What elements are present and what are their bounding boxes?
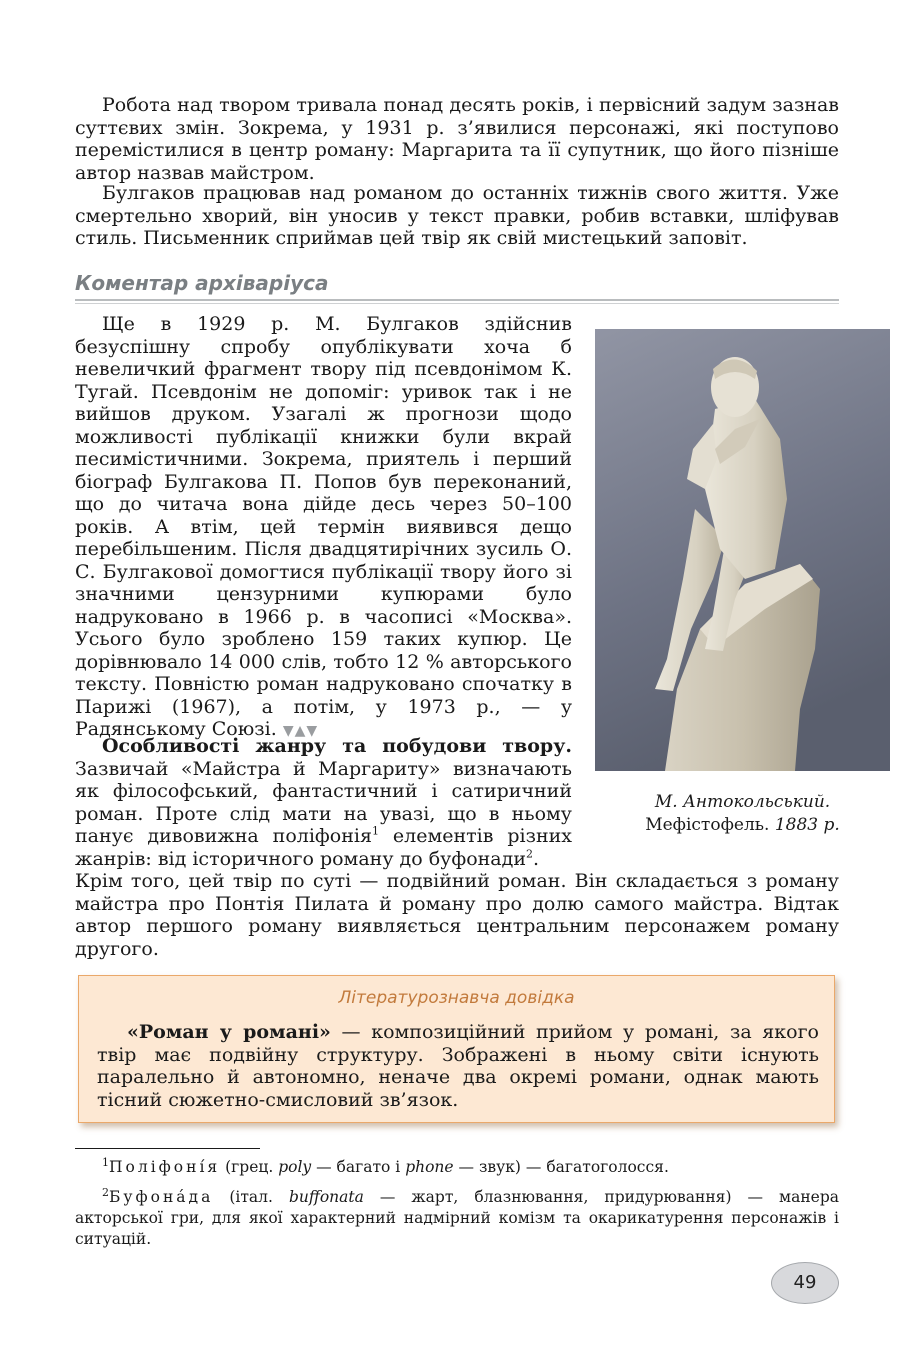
section-rule-thin xyxy=(75,303,839,304)
footnote-1 xyxy=(75,1157,839,1178)
end-marker-icon: ▼▲▼ xyxy=(282,723,319,739)
reference-box-title: Літературознавча довідка xyxy=(338,988,575,1008)
caption-title: Мефістофель. xyxy=(645,815,770,835)
footnote-1-number: 1 xyxy=(102,1155,109,1169)
footnote-2-word-buffonata: buffonata xyxy=(288,1188,364,1206)
genre-text-a: Зазвичай «Майстра й Маргариту» визначають як філософський, фантастичний і сатиричний роман. Проте слід мати на увазі, що в ньому панує дивовижна поліфонія xyxy=(75,757,572,847)
footnote-1-word-poly: poly xyxy=(278,1158,312,1176)
genre-continuation: Крім того, цей твір по суті — подвійний роман. Він складається з роману майстра про Понтія Пилата й роману про долю самого майстра. Відтак автор першого роману виявляється центральним персонажем роману другого. xyxy=(75,870,839,960)
caption-line xyxy=(595,814,890,837)
archivist-comment xyxy=(75,313,572,743)
caption-author: М. Антокольський. xyxy=(654,792,831,812)
footnote-1-text-a: (грец. xyxy=(220,1158,279,1176)
archivist-comment-text: Ще в 1929 р. М. Булгаков здійснив безуспішну спробу опублікувати хоча б невеличкий фрагмент твору під псевдонімом К. Тугай. Псевдонім не допоміг: уривок так і не вийшов друком. Узагалі ж прогнози щодо можливості публікації книжки були вкрай песимістичними. Зокрема, приятель і перший біограф Булгакова П. Попов був переконаний, що до читача вона дійде десь через 50–100 років. А втім, цей термін виявився дещо перебільшеним. Після двадцятирічних зусиль О. С. Булгакової домогтися публікації твору його зі значними цензурними купюрами було надруковано в 1966 р. в часописі «Москва». Усього було зроблено 159 таких купюр. Це дорівнювало 14 000 слів, тобто 12 % авторського тексту. Повністю роман надруковано спочатку в Парижі (1967), а потім, у 1973 р., — у Радянському Союзі. xyxy=(75,313,572,740)
paragraph-bulgakov-work: Булгаков працював над романом до останніх тижнів свого життя. Уже смертельно хворий, він уносив у текст правки, робив вставки, шліфував стиль. Письменник сприймав цей твір як свій мистецький заповіт. xyxy=(75,182,839,249)
genre-heading: Особливості жанру та побудови твору. xyxy=(102,735,572,757)
footnote-1-text-b: — багато і xyxy=(311,1158,406,1176)
reference-box-text xyxy=(97,1021,819,1111)
footnote-2-number: 2 xyxy=(102,1185,109,1199)
footnote-1-text-c: — звук) — багатоголосся. xyxy=(453,1158,669,1176)
reference-definition: — композиційний прийом у романі, за якого твір має подвійну структуру. Зображені в ньому світи існують паралельно й автономно, неначе два окремі романи, однак мають тісний сюжетно-смисловий зв’язок. xyxy=(97,1021,819,1111)
footnote-1-term: Поліфонíя xyxy=(109,1158,221,1176)
genre-text-b: елементів різних жанрів: від історичного роману до буфонади xyxy=(75,825,572,870)
section-title: Коментар архіваріуса xyxy=(75,271,329,295)
footnote-1-word-phone: phone xyxy=(405,1158,454,1176)
paragraph-intro: Робота над твором тривала понад десять років, і первісний задум зазнав суттєвих змін. Зокрема, у 1931 р. з’явилися персонажі, які поступово перемістилися в центр роману: Маргарита та її супутник, що його пізніше автор назвав майстром. xyxy=(75,94,839,184)
footnote-ref-2[interactable]: 2 xyxy=(526,847,533,861)
footnote-ref-1[interactable]: 1 xyxy=(371,824,379,838)
footnote-2-term: Буфонáда xyxy=(109,1188,214,1206)
footnote-2-text-b: — жарт, блазнювання, придурювання) — манера акторської гри, для якої характерний надмірний комізм та окарикатурення персонажів і ситуацій. xyxy=(75,1188,839,1248)
literary-reference-box xyxy=(78,975,835,1123)
reference-term: «Роман у романі» xyxy=(127,1021,331,1043)
footnote-2 xyxy=(75,1187,839,1250)
caption-year: 1883 р. xyxy=(774,815,840,835)
image-caption xyxy=(595,791,890,837)
page-number: 49 xyxy=(771,1262,839,1304)
sculpture-illustration xyxy=(595,329,890,771)
footnote-2-text-a: (італ. xyxy=(213,1188,289,1206)
mephistopheles-sculpture-image xyxy=(595,329,890,771)
genre-paragraph xyxy=(75,735,572,870)
section-rule xyxy=(75,299,839,301)
genre-text-c: . xyxy=(533,847,540,870)
footnote-divider xyxy=(75,1148,260,1149)
